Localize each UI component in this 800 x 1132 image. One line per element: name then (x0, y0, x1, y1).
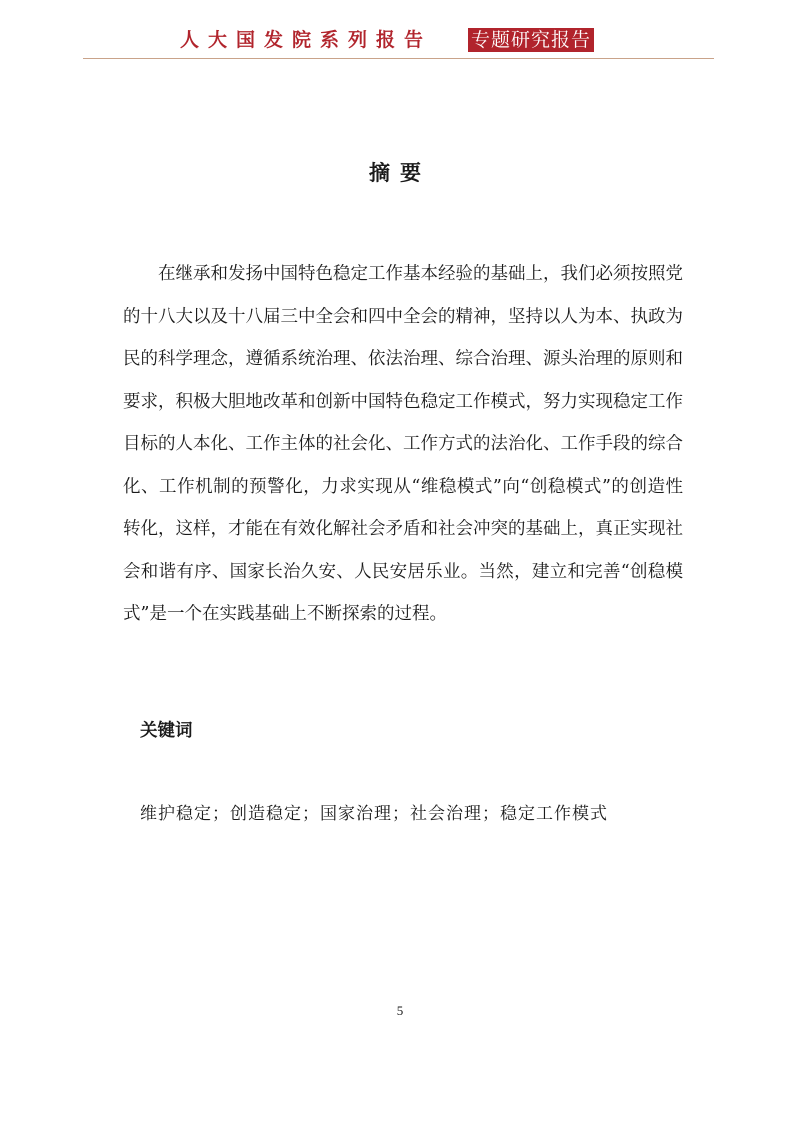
page-header (0, 24, 800, 58)
report-type-badge: 专题研究报告 (468, 28, 594, 52)
abstract-title: 摘要 (369, 161, 431, 185)
series-title: 人大国发院系列报告 (180, 29, 433, 51)
keywords-list: 维护稳定；创造稳定；国家治理；社会治理；稳定工作模式 (140, 804, 608, 824)
keywords-title: 关键词 (140, 721, 193, 741)
abstract-body: 在继承和发扬中国特色稳定工作基本经验的基础上，我们必须按照党的十八大以及十八届三中全会和四中全会的精神，坚持以人为本、执政为民的科学理念，遵循系统治理、依法治理、综合治理、源头治理的原则和要求，积极大胆地改革和创新中国特色稳定工作模式，努力实现稳定工作目标的人本化、工作主体的社会化、工作方式的法治化、工作手段的综合化、工作机制的预警化，力求实现从“维稳模式”向“创稳模式”的创造性转化，这样，才能在有效化解社会矛盾和社会冲突的基础上，真正实现社会和谐有序、国家长治久安、人民安居乐业。当然，建立和完善“创稳模式”是一个在实践基础上不断探索的过程。 (123, 264, 683, 624)
page-number: 5 (396, 1003, 404, 1018)
header-divider (83, 58, 714, 59)
